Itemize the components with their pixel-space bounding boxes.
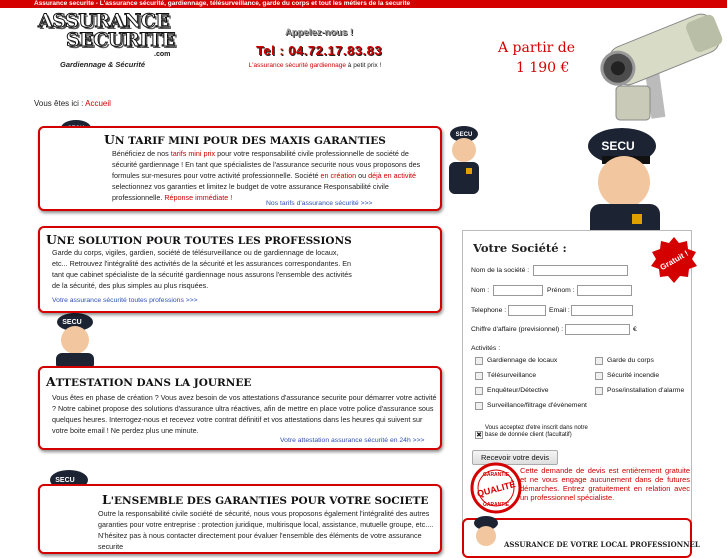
phone-input[interactable] (508, 305, 546, 316)
activity-checkbox[interactable] (475, 372, 483, 380)
activities-label: Activités : (471, 345, 501, 352)
activity-checkbox[interactable] (475, 387, 483, 395)
breadcrumb-home-link[interactable]: Accueil (85, 99, 111, 108)
consent-checkbox[interactable]: ✖ (476, 432, 482, 439)
link-activite[interactable]: déjà en activité (368, 171, 417, 180)
last-name-label: Nom : (471, 287, 490, 294)
section-title: L'ENSEMBLE DES GARANTIES POUR VOTRE SOCIETE (102, 492, 429, 507)
cctv-camera-illustration (588, 8, 727, 126)
email-input[interactable] (571, 305, 633, 316)
price-label: A partir de (498, 40, 576, 56)
header-tagline: L'assurance sécurité gardiennage à petit prix ! (248, 62, 382, 69)
badge-main-text: QUALITÉ (475, 479, 517, 499)
activity-label: Pose/installation d'alarme (607, 387, 685, 394)
activity-checkbox[interactable] (595, 357, 603, 365)
security-guard-illustration (466, 514, 506, 545)
activity-checkbox[interactable] (475, 402, 483, 410)
local-pro-insurance-title: ASSURANCE DE VOTRE LOCAL PROFESSIONNEL (504, 540, 700, 549)
section-title: UN TARIF MINI POUR DES MAXIS GARANTIES (104, 132, 386, 147)
form-note: Cette demande de devis est entièrement gratuite et ne vous engage aucunement dans de futures démarches. Entrez gratuitement en relation avec un professionnel spécialiste. (520, 466, 690, 502)
activity-label: Sécurité incendie (607, 372, 660, 379)
revenue-label: Chiffre d'affaire (previsionnel) : (471, 326, 564, 333)
company-name-input[interactable] (533, 265, 628, 276)
section-professions (38, 226, 442, 313)
guard-cap-text: SECU (55, 477, 75, 484)
free-ribbon-text: Gratuit ! (658, 248, 690, 273)
site-logo[interactable]: ASSURANCE SECURITE .com Gardiennage & Sécurité (38, 10, 176, 69)
call-us-label: Appelez-nous ! (284, 27, 354, 38)
more-link[interactable]: Votre attestation assurance sécurité en 24h >>> (280, 437, 425, 444)
security-guard-illustration (44, 310, 106, 370)
activity-label: Enquêteur/Détective (487, 387, 549, 394)
price-value: 1 190 € (516, 60, 570, 76)
form-title: Votre Société : (473, 241, 567, 255)
section-text: Vous êtes en phase de création ? Vous avez besoin de vos attestations d'assurance securite pour démarrer votre activité ? Notre cabinet propose des solutions d'assurance ultra réactives, afin de mettre en place votre police d'assurance sous quelques heures. Interrogez-nous et recevez votre contrat définitif et vos attestations dans les heures qui suivent sur votre boite email ! Ne perdez plus une minute. (52, 393, 437, 435)
more-link[interactable]: Votre assurance sécurité toutes professions >>> (52, 297, 198, 304)
guard-cap-text: SECU (601, 139, 635, 153)
more-link[interactable]: Nos tarifs d'assurance sécurité >>> (266, 200, 373, 207)
submit-quote-button[interactable]: Recevoir votre devis (472, 450, 558, 465)
activity-checkbox[interactable] (595, 372, 603, 380)
activity-checkbox[interactable] (475, 357, 483, 365)
security-guard-illustration (440, 120, 488, 200)
badge-top-text: GARANTIE (482, 472, 510, 478)
section-text: Bénéficiez de nos tarifs mini prix pour votre responsabilité civile professionnelle de société de sécurité gardiennage ! En tant que spécialistes de l'assurance securite nous vous proposons des formules sur-mesures pour votre activité professionnelle. Société en création ou déjà en activité selectionnez vos garanties et limitez le budget de votre assurance Responsabilité civile professionnelle. Réponse immédiate ! (112, 149, 421, 202)
section-garanties (38, 484, 442, 554)
revenue-unit: € (633, 326, 637, 333)
quality-guarantee-badge (468, 462, 524, 514)
guard-cap-text: SECU (455, 132, 473, 138)
link-creation[interactable]: en création (320, 171, 357, 180)
section-attestation (38, 366, 442, 450)
email-label: Email : (549, 307, 570, 314)
large-security-guard-illustration (560, 120, 690, 240)
link-reponse[interactable]: Réponse immédiate ! (164, 193, 233, 202)
activity-label: Surveillance/filtrage d'évènement (487, 402, 587, 409)
activity-label: Gardiennage de locaux (487, 357, 558, 364)
first-name-input[interactable] (577, 285, 632, 296)
activity-checkbox[interactable] (595, 387, 603, 395)
revenue-input[interactable] (565, 324, 630, 335)
phone-number: Tel : 04.72.17.83.83 (255, 43, 383, 58)
activity-label: Télésurveillance (487, 372, 537, 379)
phone-label: Telephone : (471, 307, 507, 314)
section-tarif (38, 126, 442, 211)
badge-bottom-text: GARANTIE (482, 502, 510, 508)
section-title: ATTESTATION DANS LA JOURNEE (46, 374, 252, 389)
company-name-label: Nom de la société : (471, 267, 530, 274)
last-name-input[interactable] (493, 285, 543, 296)
section-text: Garde du corps, vigiles, gardien, société de télésurveillance ou de gardiennage de locaux, etc... Retrouvez l'intégralité des activités de la sécurité et les assurances correspondantes. En tant que cabinet spécialiste de la sécurité gardiennage nous assurons l'ensemble des activités de la sécurité, des plus simples au plus risquées. (52, 248, 352, 290)
top-banner: Assurance securite - L'assurance sécurité, gardiennage, télésurveillance, garde du corps et tout les métiers de la securite (0, 0, 727, 8)
consent-label: Vous acceptez d'etre inscrit dans notre base de donnée client (facultatif) (485, 425, 588, 438)
activity-label: Garde du corps (607, 357, 654, 364)
breadcrumb: Vous êtes ici : Accueil (34, 99, 111, 108)
guard-cap-text: SECU (62, 319, 82, 326)
free-ribbon (651, 237, 697, 283)
link-tarifs[interactable]: tarifs mini prix (170, 149, 216, 158)
section-text: Outre la responsabilité civile société de sécurité, nous vous proposons également l'intégralité des autres garanties pour votre entreprise : protection juridique, multirisque local, assistance, mutuelle groupe, etc.... N'hésitez pas à nous contacter directement pour évaluer l'ensemble des éléments de votre assurance securite (98, 509, 434, 551)
first-name-label: Prénom : (547, 287, 575, 294)
section-title: UNE SOLUTION POUR TOUTES LES PROFESSIONS (46, 232, 352, 247)
